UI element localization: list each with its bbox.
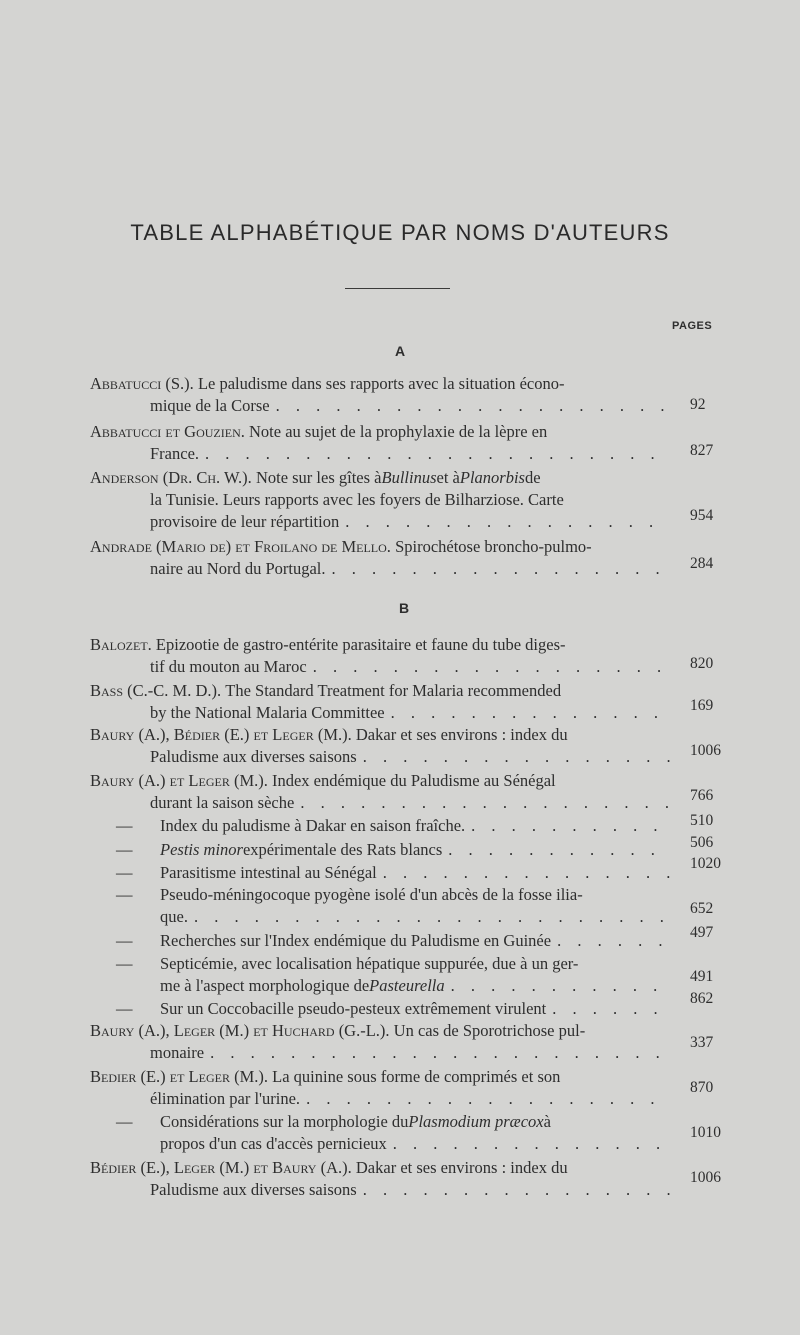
leader-dots	[205, 443, 670, 465]
ditto-dash: —	[116, 1112, 133, 1131]
ditto-dash: —	[116, 954, 133, 973]
entry-text: Pseudo-méningocoque pyogène isolé d'un abcès de la fosse ilia-	[160, 885, 583, 904]
page-number: 652	[690, 900, 714, 917]
entry-text: Index endémique du Paludisme au Sénégal	[271, 771, 556, 790]
entry-text: Note au sujet de la prophylaxie de la lèpre en	[249, 422, 548, 441]
entry-authors: Baury (A.) et Leger (M.).	[90, 771, 268, 790]
leader-dots	[363, 746, 670, 768]
page-number: 491	[690, 968, 714, 985]
index-entry	[90, 536, 670, 580]
page-number: 766	[690, 787, 714, 804]
entry-text: Recherches sur l'Index endémique du Paludisme en Guinée	[160, 931, 552, 950]
leader-dots	[210, 1042, 670, 1064]
entry-authors: Bédier (E.), Leger (M.) et Baury (A.).	[90, 1158, 352, 1177]
leader-dots	[332, 558, 671, 580]
ditto-dash: —	[116, 840, 133, 859]
entry-text: by the National Malaria Committee	[150, 703, 385, 722]
ditto-dash: —	[116, 999, 133, 1018]
entry-authors: Baury (A.), Bédier (E.) et Leger (M.).	[90, 725, 352, 744]
entry-text: Note sur les gîtes à	[255, 468, 382, 487]
entry-text: que.	[160, 907, 188, 926]
entry-text: Septicémie, avec localisation hépatique suppurée, due à un ger-	[160, 954, 579, 973]
page-number: 1006	[690, 742, 721, 759]
section-letter-b: B	[398, 600, 410, 616]
leader-dots	[194, 906, 670, 928]
pages-column-header: PAGES	[672, 320, 713, 332]
entry-text: Paludisme aux diverses saisons	[150, 747, 357, 766]
page-number: 284	[690, 555, 714, 572]
entry-authors: Abbatucci (S.).	[90, 374, 194, 393]
ditto-dash: —	[116, 863, 133, 882]
entry-text: tif du mouton au Maroc	[150, 657, 307, 676]
leader-dots	[448, 839, 670, 861]
page-number: 1006	[690, 1169, 721, 1186]
entry-text: mique de la Corse	[150, 396, 270, 415]
leader-dots	[391, 702, 670, 724]
page-number: 870	[690, 1079, 714, 1096]
entry-authors: Bedier (E.) et Leger (M.).	[90, 1067, 269, 1086]
leader-dots	[300, 792, 670, 814]
ditto-dash: —	[116, 885, 133, 904]
index-entry	[90, 953, 670, 997]
entry-authors: Balozet.	[90, 635, 152, 654]
page-number: 337	[690, 1034, 714, 1051]
index-entry	[90, 634, 670, 678]
entry-text-italic: Pestis minor	[160, 840, 243, 859]
leader-dots	[345, 511, 670, 533]
entry-text: Un cas de Sporotrichose pul-	[393, 1021, 586, 1040]
index-entry	[90, 467, 670, 533]
entry-text: Le paludisme dans ses rapports avec la situation écono-	[197, 374, 565, 393]
index-entry	[90, 373, 670, 417]
ditto-dash: —	[116, 931, 133, 950]
index-entry	[90, 770, 670, 814]
index-entry	[90, 839, 670, 861]
entry-text: propos d'un cas d'accès pernicieux	[160, 1134, 387, 1153]
page-number: 506	[690, 834, 714, 851]
page-number: 92	[690, 396, 706, 413]
entry-authors: Abbatucci et Gouzien.	[90, 422, 245, 441]
entry-text-italic: Bullinus	[381, 468, 437, 487]
entry-text: Considérations sur la morphologie du	[160, 1112, 409, 1131]
index-entry	[90, 930, 670, 952]
leader-dots	[471, 815, 670, 837]
leader-dots	[363, 1179, 670, 1201]
page-number: 862	[690, 990, 714, 1007]
entry-text: de	[524, 468, 541, 487]
index-entry	[90, 862, 670, 884]
entry-text: et à	[436, 468, 460, 487]
page-number: 827	[690, 442, 714, 459]
leader-dots	[393, 1133, 670, 1155]
entry-text-italic: Planorbis	[459, 468, 525, 487]
page-number: 1020	[690, 855, 721, 872]
entry-authors: Bass (C.-C. M. D.).	[90, 681, 222, 700]
page-number: 510	[690, 812, 714, 829]
entry-text: Index du paludisme à Dakar en saison fraîche.	[160, 816, 466, 835]
title-divider	[345, 288, 450, 289]
page-title: TABLE ALPHABÉTIQUE PAR NOMS D'AUTEURS	[130, 220, 670, 245]
entry-text: Paludisme aux diverses saisons	[150, 1180, 357, 1199]
entry-text: Spirochétose broncho-pulmo-	[395, 537, 592, 556]
entry-text: The Standard Treatment for Malaria recommended	[225, 681, 562, 700]
entry-text: Parasitisme intestinal au Sénégal	[160, 863, 377, 882]
leader-dots	[276, 395, 670, 417]
index-entry	[90, 1066, 670, 1110]
entry-text: durant la saison sèche	[150, 793, 295, 812]
entry-text-italic: Pasteurella	[369, 976, 445, 995]
index-entry	[90, 1111, 670, 1155]
leader-dots	[383, 862, 670, 884]
index-entry	[90, 1020, 670, 1064]
entry-text: La quinine sous forme de comprimés et son	[272, 1067, 561, 1086]
index-entry	[90, 680, 670, 724]
entry-text: monaire	[150, 1043, 205, 1062]
leader-dots	[313, 656, 670, 678]
index-entry	[90, 998, 670, 1020]
page-number: 497	[690, 924, 714, 941]
leader-dots	[451, 975, 670, 997]
entry-text: naire au Nord du Portugal.	[150, 559, 326, 578]
entry-text-italic: Plasmodium præcox	[408, 1112, 544, 1131]
index-entry	[90, 724, 670, 768]
leader-dots	[306, 1088, 670, 1110]
entry-text: provisoire de leur répartition	[150, 512, 340, 531]
index-entry	[90, 1157, 670, 1201]
entry-text: expérimentale des Rats blancs	[242, 840, 443, 859]
section-letter-a: A	[394, 343, 406, 359]
leader-dots	[552, 998, 670, 1020]
entry-authors: Baury (A.), Leger (M.) et Huchard (G.-L.).	[90, 1021, 390, 1040]
entry-text: Dakar et ses environs : index du	[355, 1158, 568, 1177]
page-number: 1010	[690, 1124, 721, 1141]
entry-text: à	[543, 1112, 551, 1131]
page-number: 954	[690, 507, 714, 524]
index-entry	[90, 815, 670, 837]
page-number: 169	[690, 697, 714, 714]
entry-text: élimination par l'urine.	[150, 1089, 301, 1108]
entry-text: France.	[150, 444, 200, 463]
entry-text: Sur un Coccobacille pseudo-pesteux extrêmement virulent	[160, 999, 547, 1018]
ditto-dash: —	[116, 816, 133, 835]
entry-text: la Tunisie. Leurs rapports avec les foyers de Bilharziose. Carte	[150, 490, 564, 509]
leader-dots	[557, 930, 670, 952]
entry-authors: Anderson (Dr. Ch. W.).	[90, 468, 252, 487]
entry-text: Dakar et ses environs : index du	[355, 725, 568, 744]
entry-text: Epizootie de gastro-entérite parasitaire et faune du tube diges-	[155, 635, 566, 654]
index-entry	[90, 884, 670, 928]
entry-text: me à l'aspect morphologique de	[160, 976, 370, 995]
index-entry	[90, 421, 670, 465]
page-number: 820	[690, 655, 714, 672]
entry-authors: Andrade (Mario de) et Froilano de Mello.	[90, 537, 391, 556]
